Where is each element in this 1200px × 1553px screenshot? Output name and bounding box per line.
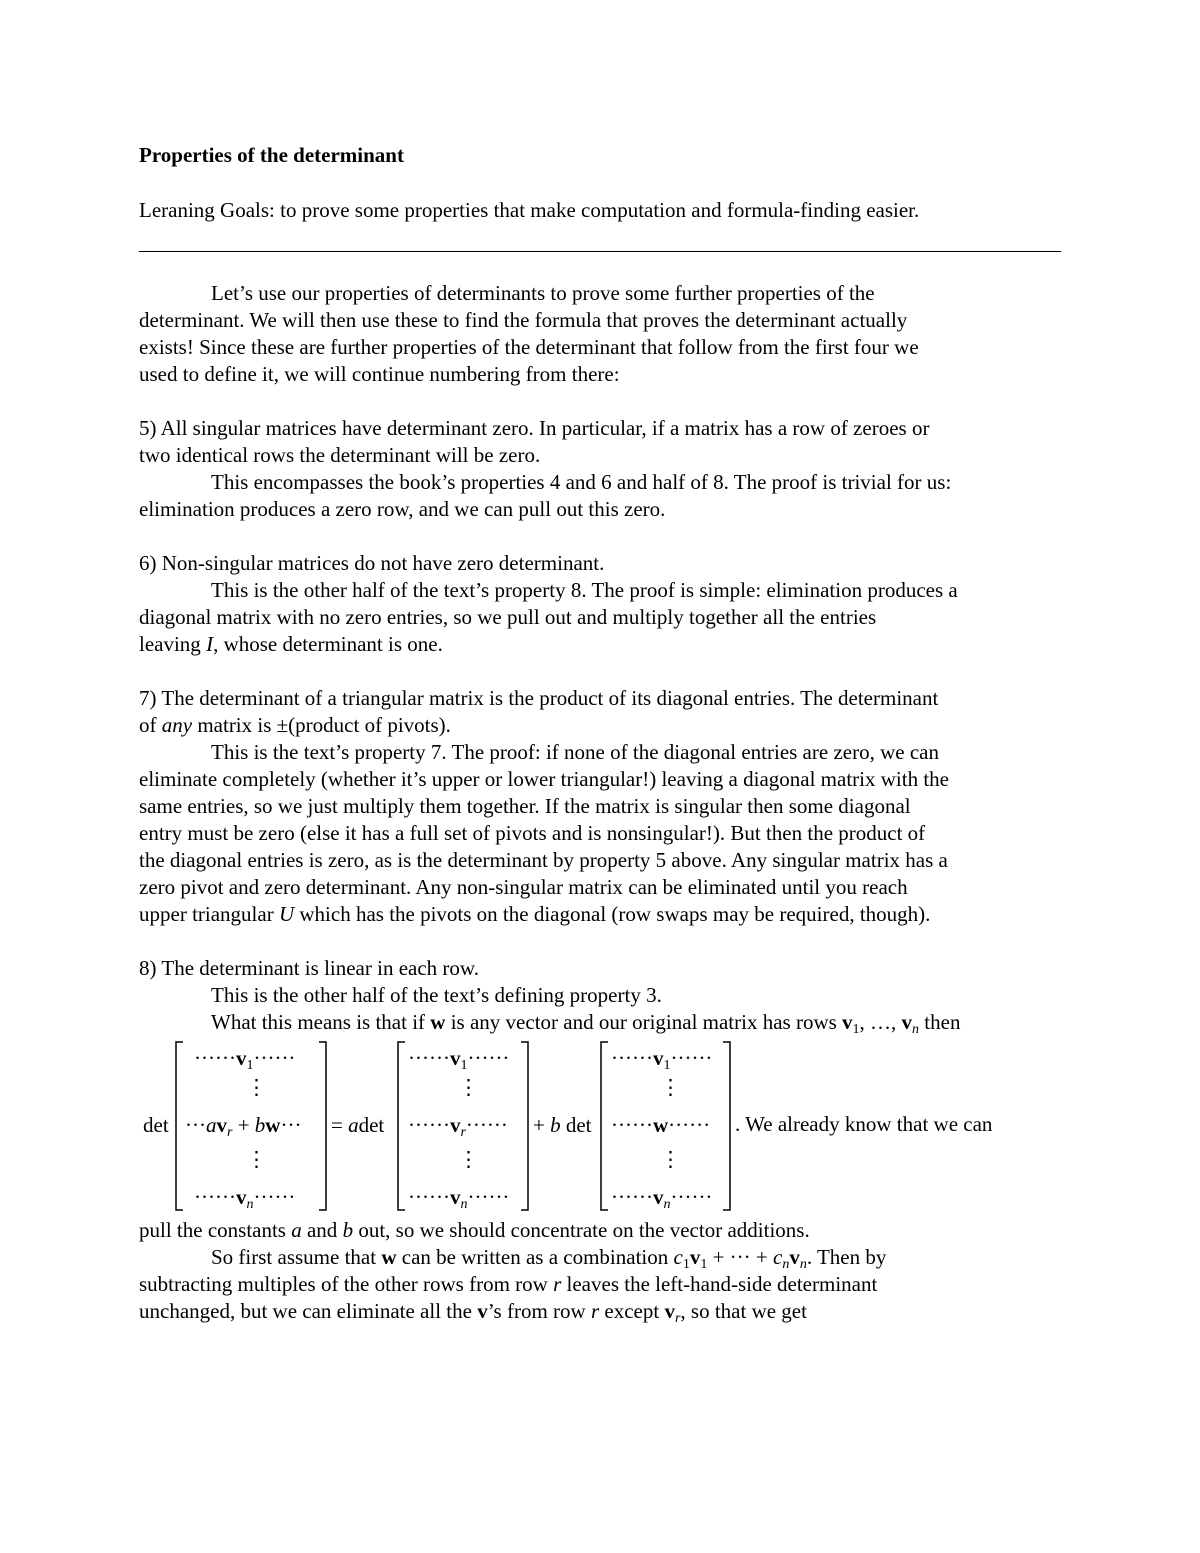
m2-row-r: $\cdot\cdot\cdot\cdot\cdot\cdot v_r\cdot\cdot\cdot\cdot\cdot\cdot$ bbox=[408, 1113, 508, 1140]
intro-line-3: exists! Since these are further properties of the determinant that follow from the first four we bbox=[139, 335, 919, 359]
m3-vdots-2: ⋮ bbox=[660, 1147, 681, 1171]
property-5-line-1: 5) All singular matrices have determinant zero. In particular, if a matrix has a row of zeroes or bbox=[139, 416, 930, 440]
m2-vdots-1: ⋮ bbox=[458, 1075, 479, 1099]
property-7-line-3: This is the text’s property 7. The proof: if none of the diagonal entries are zero, we can bbox=[211, 740, 939, 764]
property-6-line-2: This is the other half of the text’s property 8. The proof is simple: elimination produces a bbox=[211, 578, 958, 602]
m1-row-r: $\cdot\cdot\cdot av_r + bw\cdot\cdot\cdot$ bbox=[185, 1113, 302, 1140]
intro-line-4: used to define it, we will continue numbering from there: bbox=[139, 362, 620, 386]
property-8-line-2: This is the other half of the text’s defining property 3. bbox=[211, 983, 662, 1007]
learning-goals: Leraning Goals: to prove some properties that make computation and formula-finding easier. bbox=[139, 198, 920, 222]
m2-vdots-2: ⋮ bbox=[458, 1147, 479, 1171]
m1-row-n: $\cdot\cdot\cdot\cdot\cdot\cdot v_n\cdot\cdot\cdot\cdot\cdot\cdot$ bbox=[194, 1185, 296, 1212]
plus-b-det: + b det bbox=[533, 1113, 592, 1137]
m2-row-1: $\cdot\cdot\cdot\cdot\cdot\cdot v_1\cdot\cdot\cdot\cdot\cdot\cdot$ bbox=[408, 1046, 510, 1073]
property-7-line-7: the diagonal entries is zero, as is the determinant by property 5 above. Any singular matrix has a bbox=[139, 848, 948, 872]
property-5-line-2: two identical rows the determinant will be zero. bbox=[139, 443, 541, 467]
equals-a-det: = adet bbox=[331, 1113, 385, 1137]
m3-vdots-1: ⋮ bbox=[660, 1075, 681, 1099]
property-7-line-4: eliminate completely (whether it’s upper or lower triangular!) leaving a diagonal matrix with the bbox=[139, 767, 949, 791]
page-title: Properties of the determinant bbox=[139, 143, 404, 167]
bracket-left-2 bbox=[398, 1042, 405, 1210]
det-label-1: det bbox=[143, 1113, 169, 1137]
m2-row-n: $\cdot\cdot\cdot\cdot\cdot\cdot v_n\cdot\cdot\cdot\cdot\cdot\cdot$ bbox=[408, 1185, 510, 1212]
property-7-line-2: of any matrix is ±(product of pivots). bbox=[139, 713, 451, 737]
bracket-left-1 bbox=[176, 1042, 183, 1210]
m3-row-1: $\cdot\cdot\cdot\cdot\cdot\cdot v_1\cdot\cdot\cdot\cdot\cdot\cdot$ bbox=[611, 1046, 713, 1073]
bracket-left-3 bbox=[601, 1042, 608, 1210]
property-7-line-6: entry must be zero (else it has a full set of pivots and is nonsingular!). But then the product of bbox=[139, 821, 926, 845]
property-8-line-5: pull the constants a and b out, so we should concentrate on the vector additions. bbox=[139, 1218, 810, 1242]
intro-line-2: determinant. We will then use these to find the formula that proves the determinant actually bbox=[139, 308, 908, 332]
m1-vdots-1: ⋮ bbox=[246, 1075, 267, 1099]
after-equation-text: . We already know that we can bbox=[735, 1112, 993, 1136]
m3-row-r: ······w······ bbox=[611, 1113, 711, 1137]
property-8-line-3: What this means is that if w is any vector and our original matrix has rows $v_1$, …, $v_n$ then bbox=[211, 1010, 961, 1037]
m1-vdots-2: ⋮ bbox=[246, 1147, 267, 1171]
property-5-line-4: elimination produces a zero row, and we can pull out this zero. bbox=[139, 497, 666, 521]
property-5-line-3: This encompasses the book’s properties 4 and 6 and half of 8. The proof is trivial for us: bbox=[211, 470, 952, 494]
intro-line-1: Let’s use our properties of determinants to prove some further properties of the bbox=[211, 281, 875, 305]
bracket-right-2 bbox=[521, 1042, 528, 1210]
property-8-line-6: So first assume that w can be written as a combination $c_1v_1$ + ··· + $c_nv_n$. Then by bbox=[211, 1245, 887, 1272]
property-7-line-8: zero pivot and zero determinant. Any non-singular matrix can be eliminated until you reach bbox=[139, 875, 908, 899]
property-6-line-1: 6) Non-singular matrices do not have zero determinant. bbox=[139, 551, 605, 575]
bracket-right-3 bbox=[723, 1042, 730, 1210]
m3-row-n: $\cdot\cdot\cdot\cdot\cdot\cdot v_n\cdot\cdot\cdot\cdot\cdot\cdot$ bbox=[611, 1185, 713, 1212]
bracket-right-1 bbox=[319, 1042, 326, 1210]
property-6-line-3: diagonal matrix with no zero entries, so we pull out and multiply together all the entries bbox=[139, 605, 877, 629]
m1-row-1: $\cdot\cdot\cdot\cdot\cdot\cdot v_1\cdot\cdot\cdot\cdot\cdot\cdot$ bbox=[194, 1046, 296, 1073]
property-7-line-1: 7) The determinant of a triangular matrix is the product of its diagonal entries. The determinant bbox=[139, 686, 939, 710]
property-8-line-1: 8) The determinant is linear in each row. bbox=[139, 956, 479, 980]
property-8-line-8: unchanged, but we can eliminate all the v’s from row r except $v_r$, so that we get bbox=[139, 1299, 807, 1326]
property-7-line-9: upper triangular U which has the pivots on the diagonal (row swaps may be required, though). bbox=[139, 902, 931, 926]
property-6-line-4: leaving I, whose determinant is one. bbox=[139, 632, 443, 656]
property-7-line-5: same entries, so we just multiply them together. If the matrix is singular then some diagonal bbox=[139, 794, 911, 818]
property-8-line-7: subtracting multiples of the other rows from row r leaves the left-hand-side determinant bbox=[139, 1272, 878, 1296]
